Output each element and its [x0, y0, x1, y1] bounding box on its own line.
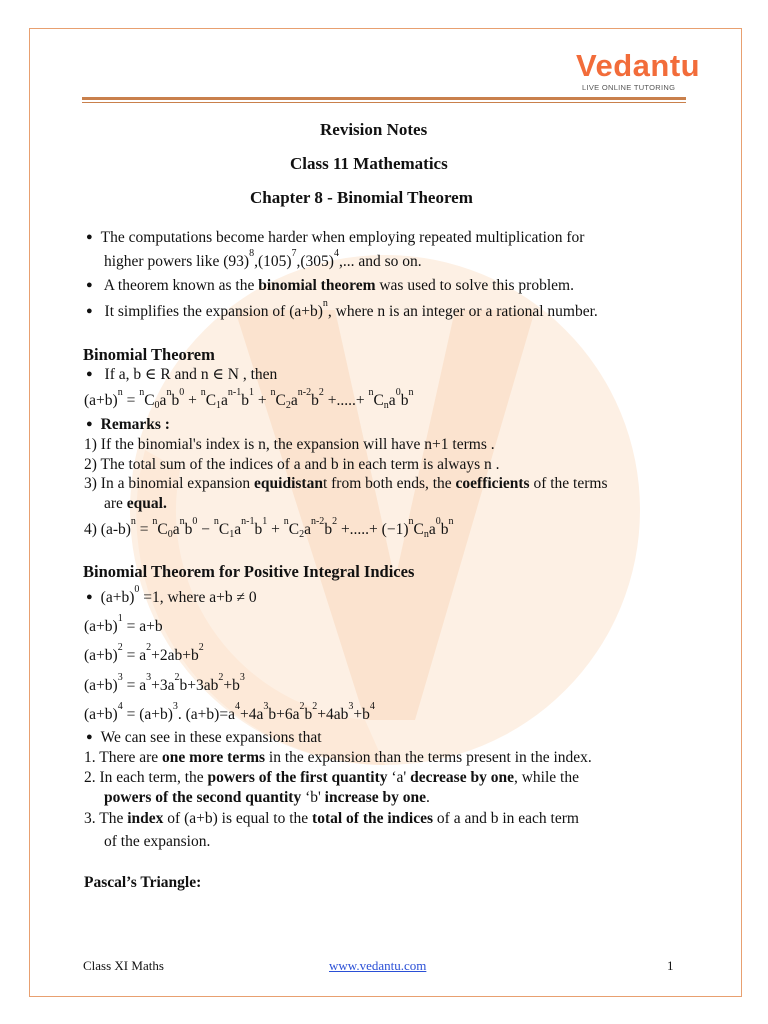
footer-link[interactable]: www.vedantu.com	[329, 958, 427, 973]
remark-3: 3) In a binomial expansion equidistant from both ends, the coefficients of the terms	[84, 475, 608, 492]
remark-4: 4) $(a-b)^n = ^nC_0a^nb^0 - ^nC_1a^{n-1}b^1 + ^nC_2a^{n-2}b^2$ +.....+ $(-1)^nC_na^0b^n$	[84, 516, 454, 540]
header-rule	[82, 97, 686, 100]
zero-power: ● $(a+b)^0 =1$, where a+b ≠ 0	[86, 590, 257, 606]
footer-class: Class XI Maths	[83, 958, 164, 973]
page-number: 1	[667, 958, 674, 973]
powers-expression: $(93)^8,(105)^7,(305)^4$,...	[223, 248, 355, 270]
binomial-formula: $(a+b)^n = ^nC_0a^nb^0 + ^nC_1a^{n-1}b^1 + ^nC_2a^{n-2}b^2$ +.....+ $^nC_na^0b^n$	[84, 387, 414, 411]
remarks-label: ● Remarks :	[86, 417, 170, 433]
logo-wordmark: Vedantu	[576, 48, 701, 83]
expr-a-plus-b-n: $(a+b)^n$	[289, 298, 328, 320]
point-3-line2: of the expansion.	[104, 833, 211, 850]
remark-2: 2) The total sum of the indices of a and b in each term is always n .	[84, 456, 500, 473]
expansion-power-3: $(a+b)^3 = a^3+3a^2b+3ab^2+b^3$	[84, 672, 245, 694]
intro-bullet-2: ● A theorem known as the binomial theorem was used to solve this problem.	[86, 278, 574, 294]
section-binomial-theorem: Binomial Theorem	[83, 345, 215, 364]
title-revision-notes: Revision Notes	[320, 120, 428, 139]
logo-tagline: LIVE ONLINE TUTORING	[582, 83, 676, 92]
point-2-line2: powers of the second quantity ‘b' increase by one.	[104, 789, 430, 806]
binomial-condition: ● If a, b ∈ R and n ∈ N , then	[86, 367, 277, 383]
expansion-power-4: $(a+b)^4 = (a+b)^3$. $(a+b)=a^4+4a^3b+6a^2b^2+4ab^3+b^4$	[84, 701, 375, 723]
intro-bullet-1-line2: higher powers like $(93)^8,(105)^7,(305)^4$,... and so on.	[104, 248, 422, 270]
expansion-power-2: $(a+b)^2 = a^2+2ab+b^2$	[84, 642, 204, 664]
point-2: 2. In each term, the powers of the first quantity ‘a' decrease by one, while the	[84, 769, 579, 786]
remark-3-line2: are equal.	[104, 495, 167, 512]
section-pascal: Pascal’s Triangle:	[84, 874, 202, 891]
remark-1: 1) If the binomial's index is n, the expansion will have n+1 terms .	[84, 436, 495, 453]
observation-bullet: ● We can see in these expansions that	[86, 730, 322, 746]
vedantu-logo	[576, 50, 700, 92]
title-chapter: Chapter 8 - Binomial Theorem	[250, 188, 473, 207]
intro-bullet-3: ● It simplifies the expansion of $(a+b)^n$, where n is an integer or a rational number.	[86, 304, 598, 320]
title-class: Class 11 Mathematics	[290, 154, 448, 173]
point-1: 1. There are one more terms in the expansion than the terms present in the index.	[84, 749, 592, 766]
intro-bullet-1: ● The computations become harder when employing repeated multiplication for	[86, 230, 584, 246]
expansion-power-1: $(a+b)^1 = a+b$	[84, 613, 163, 635]
point-3: 3. The index of (a+b) is equal to the total of the indices of a and b in each term	[84, 810, 579, 827]
header-rule-thin	[82, 102, 686, 103]
section-positive-indices: Binomial Theorem for Positive Integral Indices	[83, 562, 415, 581]
